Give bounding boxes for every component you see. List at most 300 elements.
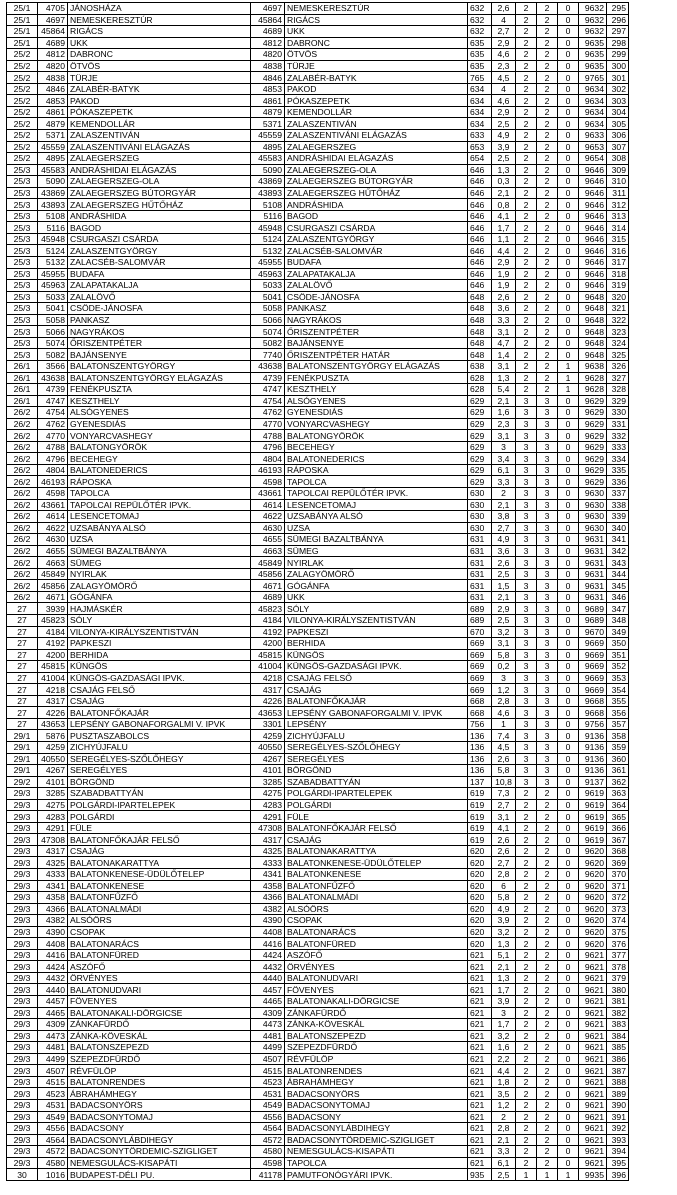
section-cell: 26/1 <box>7 372 38 384</box>
line-code-cell: 9935 <box>579 1169 607 1181</box>
section-cell: 29/3 <box>7 1134 38 1146</box>
table-row <box>7 1123 629 1135</box>
line-code-cell: 9629 <box>579 407 607 419</box>
table-row <box>7 591 629 603</box>
line-code-cell: 9648 <box>579 349 607 361</box>
row-number-cell: 295 <box>607 3 629 15</box>
from-station-cell: BALATONSZEPEZD <box>68 1042 251 1054</box>
table-row <box>7 788 629 800</box>
to-code-cell: 5371 <box>251 118 285 130</box>
from-code-cell: 4408 <box>38 938 68 950</box>
table-row <box>7 695 629 707</box>
from-code-cell: 4358 <box>38 892 68 904</box>
from-station-cell: ZALASZENTGYÖRGY <box>68 245 251 257</box>
from-code-cell: 3939 <box>38 603 68 615</box>
flag-cell: 0 <box>558 3 579 15</box>
table-row <box>7 834 629 846</box>
row-number-cell: 316 <box>607 245 629 257</box>
to-station-cell: BERHIDA <box>285 638 468 650</box>
value-b-cell: 2 <box>537 14 558 26</box>
value-a-cell: 3 <box>516 441 537 453</box>
row-number-cell: 377 <box>607 949 629 961</box>
distance-cell: 3 <box>492 672 516 684</box>
section-cell: 25/3 <box>7 257 38 269</box>
line-code-cell: 9621 <box>579 1157 607 1169</box>
distance-cell: 4,1 <box>492 822 516 834</box>
flag-cell: 0 <box>558 37 579 49</box>
line-code-cell: 9646 <box>579 268 607 280</box>
to-code-cell: 4259 <box>251 730 285 742</box>
distance-cell: 2,1 <box>492 187 516 199</box>
table-row <box>7 672 629 684</box>
value-a-cell: 2 <box>516 60 537 72</box>
flag-cell: 0 <box>558 672 579 684</box>
section-cell: 25/2 <box>7 153 38 165</box>
from-station-cell: BALATONFŐKAJÁR <box>68 707 251 719</box>
table-row <box>7 557 629 569</box>
flag-cell: 0 <box>558 799 579 811</box>
line-number-cell: 648 <box>468 349 492 361</box>
row-number-cell: 372 <box>607 892 629 904</box>
distance-cell: 5,4 <box>492 384 516 396</box>
from-code-cell: 4366 <box>38 903 68 915</box>
table-row <box>7 880 629 892</box>
flag-cell: 0 <box>558 395 579 407</box>
section-cell: 29/3 <box>7 788 38 800</box>
line-code-cell: 9635 <box>579 37 607 49</box>
from-code-cell: 4184 <box>38 626 68 638</box>
value-b-cell: 3 <box>537 718 558 730</box>
row-number-cell: 311 <box>607 187 629 199</box>
section-cell: 25/3 <box>7 303 38 315</box>
from-code-cell: 41004 <box>38 672 68 684</box>
distance-cell: 1,1 <box>492 233 516 245</box>
from-code-cell: 4416 <box>38 949 68 961</box>
value-a-cell: 3 <box>516 407 537 419</box>
row-number-cell: 321 <box>607 303 629 315</box>
line-number-cell: 635 <box>468 60 492 72</box>
row-number-cell: 299 <box>607 49 629 61</box>
flag-cell: 0 <box>558 984 579 996</box>
from-code-cell: 45864 <box>38 26 68 38</box>
distance-cell: 5,1 <box>492 949 516 961</box>
to-code-cell: 4267 <box>251 753 285 765</box>
from-code-cell: 4499 <box>38 1053 68 1065</box>
to-station-cell: KESZTHELY <box>285 384 468 396</box>
value-a-cell: 3 <box>516 776 537 788</box>
row-number-cell: 297 <box>607 26 629 38</box>
from-station-cell: BALATONFÜRED <box>68 949 251 961</box>
line-code-cell: 9669 <box>579 649 607 661</box>
from-code-cell: 4101 <box>38 776 68 788</box>
to-code-cell: 4101 <box>251 765 285 777</box>
line-code-cell: 9631 <box>579 591 607 603</box>
from-station-cell: ZALAPATAKALJA <box>68 280 251 292</box>
flag-cell: 0 <box>558 545 579 557</box>
distance-cell: 3,6 <box>492 545 516 557</box>
section-cell: 26/2 <box>7 591 38 603</box>
line-number-cell: 631 <box>468 534 492 546</box>
line-number-cell: 669 <box>468 661 492 673</box>
table-row <box>7 1111 629 1123</box>
value-b-cell: 2 <box>537 257 558 269</box>
value-b-cell: 2 <box>537 303 558 315</box>
line-number-cell: 646 <box>468 245 492 257</box>
table-row <box>7 430 629 442</box>
row-number-cell: 364 <box>607 799 629 811</box>
table-row <box>7 372 629 384</box>
flag-cell: 0 <box>558 568 579 580</box>
row-number-cell: 353 <box>607 672 629 684</box>
flag-cell: 0 <box>558 1065 579 1077</box>
section-cell: 25/3 <box>7 268 38 280</box>
from-code-cell: 4440 <box>38 984 68 996</box>
row-number-cell: 302 <box>607 83 629 95</box>
line-code-cell: 9633 <box>579 130 607 142</box>
flag-cell: 0 <box>558 811 579 823</box>
to-code-cell: 4739 <box>251 372 285 384</box>
value-a-cell: 2 <box>516 926 537 938</box>
line-code-cell: 9619 <box>579 834 607 846</box>
row-number-cell: 388 <box>607 1076 629 1088</box>
distance-cell: 6,1 <box>492 464 516 476</box>
to-code-cell: 4663 <box>251 545 285 557</box>
from-code-cell: 45963 <box>38 280 68 292</box>
table-row <box>7 1007 629 1019</box>
row-number-cell: 380 <box>607 984 629 996</box>
flag-cell: 0 <box>558 268 579 280</box>
to-station-cell: ZALAEGERSZEG <box>285 141 468 153</box>
from-code-cell: 45955 <box>38 268 68 280</box>
table-row <box>7 187 629 199</box>
value-a-cell: 2 <box>516 822 537 834</box>
line-code-cell: 9670 <box>579 626 607 638</box>
to-station-cell: SÜMEGI BAZALTBÁNYA <box>285 534 468 546</box>
distance-cell: 3,9 <box>492 915 516 927</box>
table-row <box>7 661 629 673</box>
distance-cell: 5,8 <box>492 765 516 777</box>
line-number-cell: 619 <box>468 799 492 811</box>
line-number-cell: 136 <box>468 765 492 777</box>
row-number-cell: 348 <box>607 614 629 626</box>
line-number-cell: 136 <box>468 730 492 742</box>
distance-cell: 4,6 <box>492 95 516 107</box>
value-b-cell: 2 <box>537 1065 558 1077</box>
to-code-cell: 4408 <box>251 926 285 938</box>
line-number-cell: 621 <box>468 1053 492 1065</box>
value-a-cell: 2 <box>516 1123 537 1135</box>
value-a-cell: 3 <box>516 557 537 569</box>
row-number-cell: 383 <box>607 1019 629 1031</box>
from-station-cell: ZALAEGERSZEG <box>68 153 251 165</box>
to-station-cell: ZÁNKA-KÖVESKÁL <box>285 1019 468 1031</box>
value-a-cell: 2 <box>516 1111 537 1123</box>
from-station-cell: ŐRISZENTPÉTER <box>68 337 251 349</box>
from-station-cell: KÜNGÖS-GAZDASÁGI IPVK. <box>68 672 251 684</box>
section-cell: 26/2 <box>7 580 38 592</box>
line-code-cell: 9628 <box>579 372 607 384</box>
value-a-cell: 2 <box>516 1076 537 1088</box>
from-station-cell: BALATONAKARATTYA <box>68 857 251 869</box>
line-number-cell: 670 <box>468 626 492 638</box>
to-station-cell: ŐRISZENTPÉTER <box>285 326 468 338</box>
row-number-cell: 337 <box>607 487 629 499</box>
table-row <box>7 580 629 592</box>
line-code-cell: 9619 <box>579 788 607 800</box>
row-number-cell: 378 <box>607 961 629 973</box>
distance-cell: 6 <box>492 880 516 892</box>
section-cell: 29/3 <box>7 1111 38 1123</box>
table-row <box>7 130 629 142</box>
section-cell: 25/3 <box>7 222 38 234</box>
value-b-cell: 3 <box>537 499 558 511</box>
from-code-cell: 4622 <box>38 522 68 534</box>
from-code-cell: 4739 <box>38 384 68 396</box>
line-code-cell: 9631 <box>579 545 607 557</box>
line-number-cell: 136 <box>468 742 492 754</box>
table-row <box>7 765 629 777</box>
distance-cell: 2,9 <box>492 603 516 615</box>
to-code-cell: 4473 <box>251 1019 285 1031</box>
value-a-cell: 2 <box>516 106 537 118</box>
table-row <box>7 614 629 626</box>
line-number-cell: 621 <box>468 1123 492 1135</box>
to-station-cell: KEMENDOLLÁR <box>285 106 468 118</box>
row-number-cell: 340 <box>607 522 629 534</box>
section-cell: 26/2 <box>7 407 38 419</box>
table-body <box>7 3 629 1181</box>
from-code-cell: 4291 <box>38 822 68 834</box>
line-code-cell: 9136 <box>579 765 607 777</box>
distance-cell: 4,9 <box>492 534 516 546</box>
flag-cell: 0 <box>558 349 579 361</box>
flag-cell: 0 <box>558 938 579 950</box>
section-cell: 29/2 <box>7 776 38 788</box>
value-b-cell: 2 <box>537 199 558 211</box>
flag-cell: 0 <box>558 1019 579 1031</box>
line-number-cell: 137 <box>468 776 492 788</box>
value-a-cell: 2 <box>516 996 537 1008</box>
line-code-cell: 9629 <box>579 395 607 407</box>
line-code-cell: 9765 <box>579 72 607 84</box>
value-b-cell: 3 <box>537 603 558 615</box>
line-code-cell: 9629 <box>579 476 607 488</box>
to-code-cell: 4366 <box>251 892 285 904</box>
row-number-cell: 392 <box>607 1123 629 1135</box>
row-number-cell: 342 <box>607 545 629 557</box>
distance-cell: 3,1 <box>492 638 516 650</box>
line-number-cell: 620 <box>468 938 492 950</box>
distance-cell: 2,1 <box>492 961 516 973</box>
flag-cell: 0 <box>558 233 579 245</box>
value-b-cell: 2 <box>537 3 558 15</box>
to-station-cell: ANDRÁSHIDA <box>285 199 468 211</box>
from-station-cell: TAPOLCA <box>68 487 251 499</box>
from-station-cell: POLGÁRDI-IPARTELEPEK <box>68 799 251 811</box>
value-a-cell: 2 <box>516 141 537 153</box>
table-row <box>7 1053 629 1065</box>
section-cell: 29/3 <box>7 799 38 811</box>
line-number-cell: 669 <box>468 672 492 684</box>
line-code-cell: 9629 <box>579 453 607 465</box>
row-number-cell: 387 <box>607 1065 629 1077</box>
row-number-cell: 346 <box>607 591 629 603</box>
flag-cell: 0 <box>558 1076 579 1088</box>
value-a-cell: 2 <box>516 314 537 326</box>
line-number-cell: 621 <box>468 949 492 961</box>
to-station-cell: ZÁNKAFÜRDŐ <box>285 1007 468 1019</box>
value-a-cell: 2 <box>516 984 537 996</box>
section-cell: 29/3 <box>7 1123 38 1135</box>
section-cell: 29/3 <box>7 972 38 984</box>
row-number-cell: 322 <box>607 314 629 326</box>
line-number-cell: 634 <box>468 106 492 118</box>
line-code-cell: 9621 <box>579 1146 607 1158</box>
line-code-cell: 9669 <box>579 672 607 684</box>
to-station-cell: BAGOD <box>285 210 468 222</box>
line-number-cell: 669 <box>468 649 492 661</box>
to-code-cell: 4671 <box>251 580 285 592</box>
line-code-cell: 9669 <box>579 684 607 696</box>
value-b-cell: 2 <box>537 130 558 142</box>
distance-cell: 10,8 <box>492 776 516 788</box>
from-code-cell: 5876 <box>38 730 68 742</box>
from-station-cell: ZÁNKA-KÖVESKÁL <box>68 1030 251 1042</box>
section-cell: 27 <box>7 684 38 696</box>
to-station-cell: ALSÓÖRS <box>285 903 468 915</box>
value-b-cell: 2 <box>537 1030 558 1042</box>
flag-cell: 0 <box>558 280 579 292</box>
to-code-cell: 5066 <box>251 314 285 326</box>
value-a-cell: 2 <box>516 72 537 84</box>
line-number-cell: 621 <box>468 1019 492 1031</box>
distance-cell: 1,3 <box>492 164 516 176</box>
to-station-cell: SZABADBATTYÁN <box>285 776 468 788</box>
table-row <box>7 303 629 315</box>
line-number-cell: 633 <box>468 130 492 142</box>
distance-cell: 2,9 <box>492 257 516 269</box>
from-station-cell: SÓLY <box>68 614 251 626</box>
to-station-cell: BADACSONYTOMAJ <box>285 1099 468 1111</box>
distance-cell: 0,2 <box>492 661 516 673</box>
to-station-cell: ZALACSÉB-SALOMVÁR <box>285 245 468 257</box>
to-station-cell: BALATONKENESE <box>285 869 468 881</box>
from-code-cell: 45583 <box>38 164 68 176</box>
line-number-cell: 630 <box>468 499 492 511</box>
distance-cell: 3,9 <box>492 141 516 153</box>
line-number-cell: 630 <box>468 511 492 523</box>
line-number-cell: 668 <box>468 707 492 719</box>
value-a-cell: 2 <box>516 257 537 269</box>
flag-cell: 0 <box>558 534 579 546</box>
to-station-cell: CSÖDE-JÁNOSFA <box>285 291 468 303</box>
from-station-cell: RIGÁCS <box>68 26 251 38</box>
from-station-cell: KESZTHELY <box>68 395 251 407</box>
flag-cell: 0 <box>558 453 579 465</box>
flag-cell: 0 <box>558 164 579 176</box>
line-code-cell: 9621 <box>579 1076 607 1088</box>
to-code-cell: 4796 <box>251 441 285 453</box>
section-cell: 26/2 <box>7 453 38 465</box>
section-cell: 25/3 <box>7 187 38 199</box>
to-code-cell: 7740 <box>251 349 285 361</box>
to-code-cell: 4838 <box>251 60 285 72</box>
from-station-cell: ZALABÉR-BATYK <box>68 83 251 95</box>
to-code-cell: 4432 <box>251 961 285 973</box>
distance-cell: 3,1 <box>492 360 516 372</box>
line-code-cell: 9621 <box>579 1019 607 1031</box>
row-number-cell: 318 <box>607 268 629 280</box>
section-cell: 29/3 <box>7 1146 38 1158</box>
distance-cell: 2,9 <box>492 37 516 49</box>
value-b-cell: 2 <box>537 95 558 107</box>
from-station-cell: ANDRÁSHIDAI ELÁGAZÁS <box>68 164 251 176</box>
to-station-cell: SEREGÉLYES <box>285 753 468 765</box>
from-code-cell: 4556 <box>38 1123 68 1135</box>
to-code-cell: 43638 <box>251 360 285 372</box>
to-station-cell: BALATONFŰZFŐ <box>285 880 468 892</box>
to-station-cell: BALATONFÜRED <box>285 938 468 950</box>
distance-cell: 6,1 <box>492 1157 516 1169</box>
line-number-cell: 620 <box>468 845 492 857</box>
flag-cell: 0 <box>558 834 579 846</box>
value-b-cell: 2 <box>537 1042 558 1054</box>
from-code-cell: 45856 <box>38 580 68 592</box>
to-station-cell: CSAJÁG <box>285 834 468 846</box>
table-row <box>7 961 629 973</box>
distance-cell: 3,1 <box>492 326 516 338</box>
from-station-cell: SÜMEG <box>68 557 251 569</box>
flag-cell: 0 <box>558 1030 579 1042</box>
to-station-cell: TAPOLCA <box>285 476 468 488</box>
to-code-cell: 4424 <box>251 949 285 961</box>
table-row <box>7 3 629 15</box>
section-cell: 29/3 <box>7 915 38 927</box>
row-number-cell: 361 <box>607 765 629 777</box>
to-code-cell: 4853 <box>251 83 285 95</box>
value-a-cell: 3 <box>516 499 537 511</box>
table-row <box>7 545 629 557</box>
to-station-cell: ÁBRAHÁMHEGY <box>285 1076 468 1088</box>
line-number-cell: 669 <box>468 638 492 650</box>
from-code-cell: 4762 <box>38 418 68 430</box>
table-row <box>7 1134 629 1146</box>
value-b-cell: 3 <box>537 453 558 465</box>
from-code-cell: 43869 <box>38 187 68 199</box>
from-station-cell: VONYARCVASHEGY <box>68 430 251 442</box>
row-number-cell: 332 <box>607 430 629 442</box>
line-code-cell: 9137 <box>579 776 607 788</box>
to-station-cell: BAJÁNSENYE <box>285 337 468 349</box>
line-number-cell: 632 <box>468 14 492 26</box>
table-row <box>7 49 629 61</box>
to-code-cell: 4358 <box>251 880 285 892</box>
line-number-cell: 648 <box>468 314 492 326</box>
value-a-cell: 3 <box>516 464 537 476</box>
line-number-cell: 648 <box>468 337 492 349</box>
to-code-cell: 5058 <box>251 303 285 315</box>
distance-cell: 4,5 <box>492 72 516 84</box>
to-station-cell: RÉVFÜLÖP <box>285 1053 468 1065</box>
section-cell: 26/2 <box>7 534 38 546</box>
distance-cell: 3,1 <box>492 430 516 442</box>
to-code-cell: 4192 <box>251 626 285 638</box>
value-b-cell: 2 <box>537 869 558 881</box>
line-number-cell: 621 <box>468 1157 492 1169</box>
value-a-cell: 2 <box>516 349 537 361</box>
line-number-cell: 629 <box>468 407 492 419</box>
from-code-cell: 4200 <box>38 649 68 661</box>
